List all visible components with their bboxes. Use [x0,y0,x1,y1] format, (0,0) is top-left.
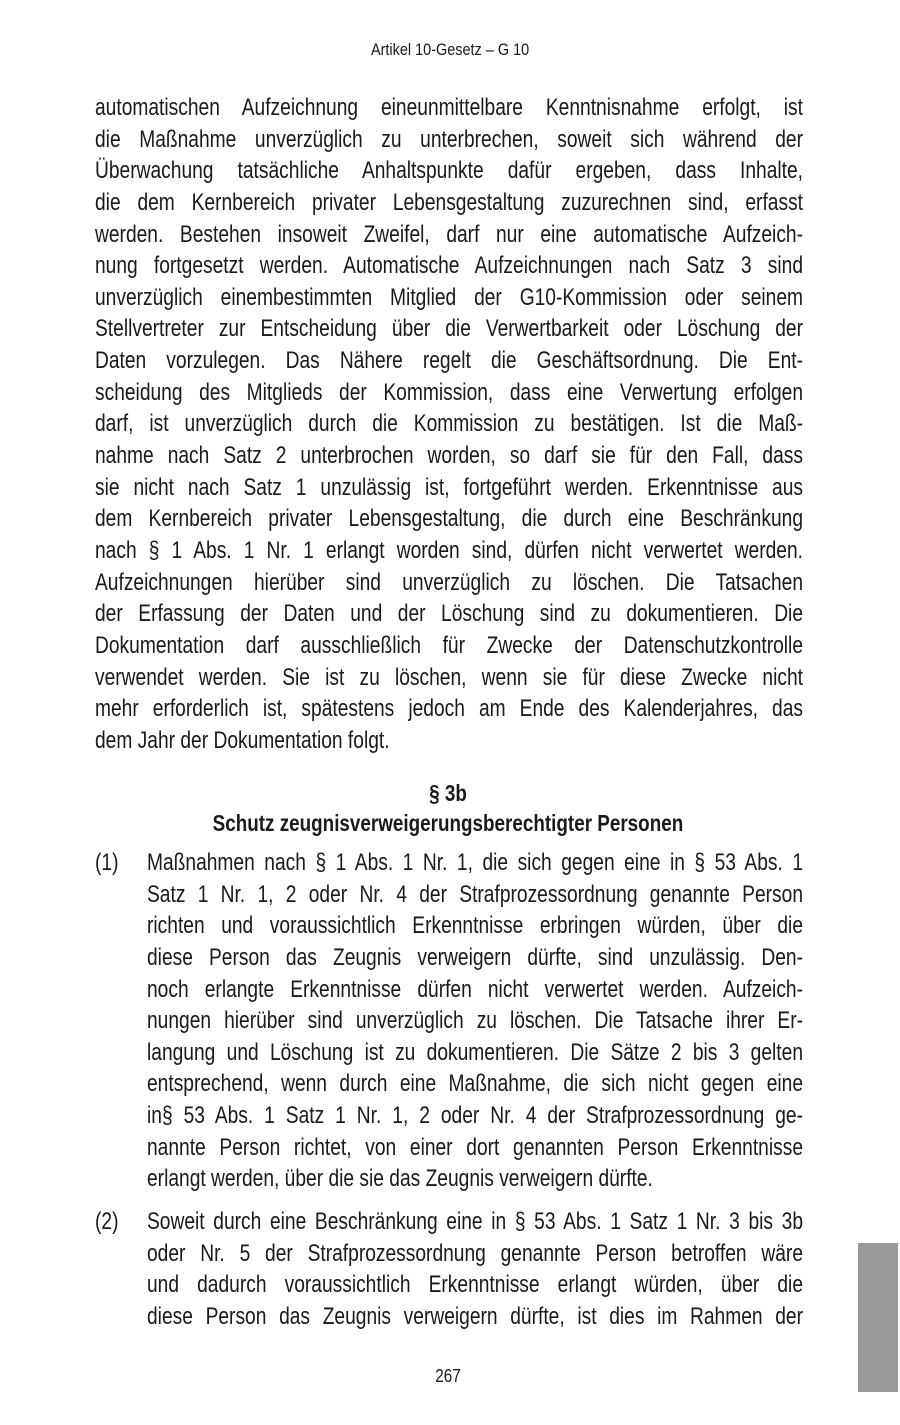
text-line: die dem Kernbereich privater Lebensgestaltung zuzurechnen sind, erfasst [95,188,803,216]
text-line: nungen hierüber sind unverzüglich zu löschen. Die Tatsache ihrer Er- [147,1007,803,1035]
text-line: diese Person das Zeugnis verweigern dürfte, sind unzulässig. Den- [147,943,803,971]
paragraph-1-label [95,847,124,879]
text-line: sie nicht nach Satz 1 unzulässig ist, fortgeführt werden. Erkenntnisse aus [95,473,803,501]
running-header-text: Artikel 10-Gesetz – G 10 [370,40,530,59]
paragraph-2 [147,1206,803,1333]
section-number [0,780,896,807]
text-line: noch erlangte Erkenntnisse dürfen nicht verwertet werden. Aufzeich- [147,975,803,1003]
text-line: mehr erforderlich ist, spätestens jedoch am Ende des Kalenderjahres, das [95,695,803,723]
text-line: Überwachung tatsächliche Anhaltspunkte dafür ergeben, dass Inhalte, [95,157,803,185]
text-line: langung und Löschung ist zu dokumentieren. Die Sätze 2 bis 3 gelten [147,1038,803,1066]
text-line: nannte Person richtet, von einer dort genannten Person Erkenntnisse [147,1133,803,1161]
text-line: Aufzeichnungen hierüber sind unverzüglich zu löschen. Die Tatsachen [95,568,803,596]
text-line: Daten vorzulegen. Das Nähere regelt die Geschäftsordnung. Die Ent- [95,347,803,375]
text-line: werden. Bestehen insoweit Zweifel, darf nur eine automatische Aufzeich- [95,220,803,248]
thumb-index-tab [858,1243,898,1392]
text-line: nahme nach Satz 2 unterbrochen worden, so darf sie für den Fall, dass [95,442,803,470]
text-line: nung fortgesetzt werden. Automatische Aufzeichnungen nach Satz 3 sind [95,252,803,280]
text-line: scheidung des Mitglieds der Kommission, dass eine Verwertung erfolgen [95,378,803,406]
page-number-text: 267 [435,1366,461,1386]
text-line: Satz 1 Nr. 1, 2 oder Nr. 4 der Strafprozessordnung genannte Person [147,880,803,908]
body-text [95,92,803,756]
text-line: oder Nr. 5 der Strafprozessordnung genannte Person betroffen wäre [147,1239,803,1267]
text-line: darf, ist unverzüglich durch die Kommission zu bestätigen. Ist die Maß- [95,410,803,438]
text-line: Stellvertreter zur Entscheidung über die Verwertbarkeit oder Löschung der [95,315,803,343]
page-number [0,1366,896,1387]
text-line: verwendet werden. Sie ist zu löschen, wenn sie für diese Zwecke nicht [95,663,803,691]
text-line: in§ 53 Abs. 1 Satz 1 Nr. 1, 2 oder Nr. 4 der Strafprozessordnung ge- [147,1102,803,1130]
paragraph-label-text: (2) [95,1208,119,1235]
text-line: automatischen Aufzeichnung eineunmittelbare Kenntnisnahme erfolgt, ist [95,94,803,121]
running-header [0,40,900,60]
section-title-text: Schutz zeugnisverweigerungsberechtigter Personen [212,810,684,836]
section-number-text: § 3b [429,780,467,806]
text-line: entsprechend, wenn durch eine Maßnahme, die sich nicht gegen eine [147,1070,803,1098]
text-line: dem Jahr der Dokumentation folgt. [95,726,390,754]
text-line: richten und voraussichtlich Erkenntnisse erbringen würden, über die [147,912,803,940]
text-line: Dokumentation darf ausschließlich für Zwecke der Datenschutzkontrolle [95,631,803,659]
text-line: unverzüglich einembestimmten Mitglied der G10-Kommission oder seinem [95,283,803,311]
text-line: Soweit durch eine Beschränkung eine in § 53 Abs. 1 Satz 1 Nr. 3 bis 3b [147,1208,803,1235]
text-line: und dadurch voraussichtlich Erkenntnisse erlangt würden, über die [147,1271,803,1299]
text-line: diese Person das Zeugnis verweigern dürfte, ist dies im Rahmen der [147,1302,803,1330]
text-line: dem Kernbereich privater Lebensgestaltung, die durch eine Beschränkung [95,505,803,533]
text-line: erlangt werden, über die sie das Zeugnis verweigern dürfte. [147,1165,653,1193]
paragraph-label-text: (1) [95,849,119,876]
text-line: der Erfassung der Daten und der Löschung sind zu dokumentieren. Die [95,600,803,628]
paragraph-2-label [95,1206,124,1238]
text-line: die Maßnahme unverzüglich zu unterbrechen, soweit sich während der [95,125,803,153]
section-title [0,810,896,837]
text-line: nach § 1 Abs. 1 Nr. 1 erlangt worden sind, dürfen nicht verwertet werden. [95,536,803,564]
paragraph-1 [147,847,803,1195]
text-line: Maßnahmen nach § 1 Abs. 1 Nr. 1, die sich gegen eine in § 53 Abs. 1 [147,849,803,876]
